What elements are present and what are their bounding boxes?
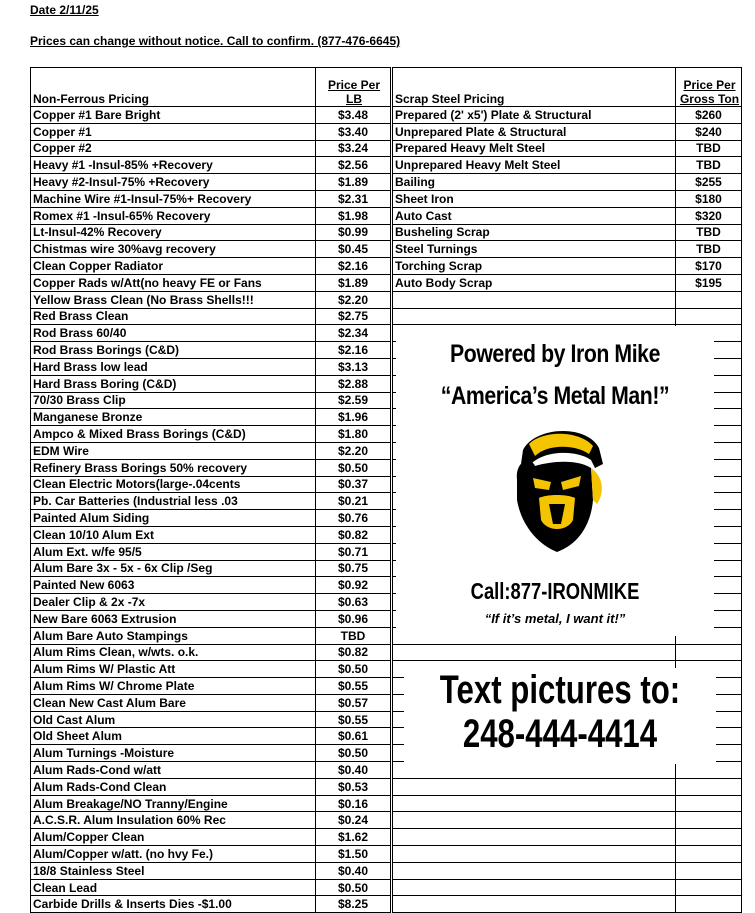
table-row [31, 274, 391, 291]
item-name: Lt-Insul-42% Recovery [31, 224, 316, 241]
item-price: $0.40 [316, 762, 391, 779]
item-price: $1.62 [316, 829, 391, 846]
iron-mike-helmet-logo-icon [495, 420, 615, 560]
table-row [393, 291, 742, 308]
empty-cell [676, 291, 742, 308]
item-name: Copper Rads w/Att(no heavy FE or Fans [31, 274, 316, 291]
table-row [31, 762, 391, 779]
table-row [393, 123, 742, 140]
empty-cell [676, 829, 742, 846]
item-price: $2.16 [316, 342, 391, 359]
item-price: $2.20 [316, 442, 391, 459]
item-name: Rod Brass Borings (C&D) [31, 342, 316, 359]
price-header-line1: Price Per [327, 78, 381, 92]
empty-cell [393, 308, 676, 325]
table-row [393, 762, 742, 779]
item-name: Prepared Heavy Melt Steel [393, 140, 676, 157]
item-price: $2.59 [316, 392, 391, 409]
table-row [31, 409, 391, 426]
table-row [393, 241, 742, 258]
empty-cell [676, 896, 742, 913]
table-row [31, 342, 391, 359]
item-price: $0.50 [316, 745, 391, 762]
table-row [31, 627, 391, 644]
table-row [31, 392, 391, 409]
table-row [31, 577, 391, 594]
item-name: Ampco & Mixed Brass Borings (C&D) [31, 426, 316, 443]
slogan: “If it’s metal, I want it!” [484, 611, 626, 626]
empty-cell [393, 291, 676, 308]
table-row [393, 308, 742, 325]
item-price: $0.61 [316, 728, 391, 745]
table-row [31, 426, 391, 443]
table-row [31, 207, 391, 224]
item-price: $0.55 [316, 711, 391, 728]
item-price: $2.31 [316, 190, 391, 207]
table-row [31, 526, 391, 543]
item-name: Chistmas wire 30%avg recovery [31, 241, 316, 258]
item-price: $180 [676, 190, 742, 207]
item-name: 18/8 Stainless Steel [31, 862, 316, 879]
item-price: $0.96 [316, 610, 391, 627]
item-name: Steel Turnings [393, 241, 676, 258]
item-price: $2.16 [316, 258, 391, 275]
non-ferrous-price-header [316, 68, 391, 107]
price-header-line2: Gross Ton [679, 92, 740, 106]
item-price: $3.13 [316, 358, 391, 375]
item-price: $3.24 [316, 140, 391, 157]
text-phone-number: 248-444-4414 [462, 712, 658, 756]
item-price: $0.24 [316, 812, 391, 829]
empty-cell [393, 795, 676, 812]
empty-cell [393, 644, 676, 661]
item-name: Old Sheet Alum [31, 728, 316, 745]
item-name: Copper #1 [31, 123, 316, 140]
item-name: Alum Rims W/ Chrome Plate [31, 678, 316, 695]
table-row [31, 745, 391, 762]
item-price: $0.16 [316, 795, 391, 812]
item-name: Painted New 6063 [31, 577, 316, 594]
item-name: Alum Ext. w/fe 95/5 [31, 543, 316, 560]
powered-by-line: Powered by Iron Mike [450, 340, 660, 368]
item-name: Sheet Iron [393, 190, 676, 207]
item-price: $1.96 [316, 409, 391, 426]
table-row [31, 543, 391, 560]
empty-cell [393, 879, 676, 896]
item-price: $170 [676, 258, 742, 275]
item-name: Carbide Drills & Inserts Dies -$1.00 [31, 896, 316, 913]
item-name: Clean Lead [31, 879, 316, 896]
item-name: Painted Alum Siding [31, 510, 316, 527]
table-row [31, 224, 391, 241]
item-name: Manganese Bronze [31, 409, 316, 426]
item-price: $0.50 [316, 661, 391, 678]
item-price: $0.40 [316, 862, 391, 879]
item-price: $2.34 [316, 325, 391, 342]
table-row [31, 778, 391, 795]
item-name: Auto Body Scrap [393, 274, 676, 291]
table-row [31, 846, 391, 863]
item-price: TBD [676, 224, 742, 241]
item-name: 70/30 Brass Clip [31, 392, 316, 409]
item-price: $8.25 [316, 896, 391, 913]
item-name: Refinery Brass Borings 50% recovery [31, 459, 316, 476]
table-row [31, 728, 391, 745]
item-name: Red Brass Clean [31, 308, 316, 325]
item-price: $1.89 [316, 174, 391, 191]
table-row [31, 510, 391, 527]
item-name: Clean 10/10 Alum Ext [31, 526, 316, 543]
item-price: TBD [676, 140, 742, 157]
item-price: $320 [676, 207, 742, 224]
table-row [393, 107, 742, 124]
item-name: Alum Breakage/NO Tranny/Engine [31, 795, 316, 812]
item-price: $3.48 [316, 107, 391, 124]
item-price: $0.92 [316, 577, 391, 594]
tagline: “America’s Metal Man!” [440, 382, 670, 410]
table-row [393, 879, 742, 896]
item-name: Auto Cast [393, 207, 676, 224]
price-notice: Prices can change without notice. Call to confirm. (877-476-6645) [30, 34, 401, 48]
table-row [31, 896, 391, 913]
item-name: Copper #2 [31, 140, 316, 157]
item-price: $1.50 [316, 846, 391, 863]
empty-cell [393, 812, 676, 829]
table-row [31, 291, 391, 308]
table-row [393, 207, 742, 224]
empty-cell [676, 308, 742, 325]
item-price: $2.75 [316, 308, 391, 325]
item-price: $195 [676, 274, 742, 291]
item-name: Torching Scrap [393, 258, 676, 275]
item-name: Alum Rims Clean, w/wts. o.k. [31, 644, 316, 661]
table-row [393, 224, 742, 241]
table-row [393, 274, 742, 291]
table-row [31, 375, 391, 392]
table-row [31, 862, 391, 879]
table-row [393, 140, 742, 157]
table-row [393, 174, 742, 191]
item-name: Alum Bare 3x - 5x - 6x Clip /Seg [31, 560, 316, 577]
table-row [31, 476, 391, 493]
item-name: Busheling Scrap [393, 224, 676, 241]
empty-cell [393, 896, 676, 913]
item-name: Unprepared Heavy Melt Steel [393, 157, 676, 174]
empty-cell [676, 812, 742, 829]
text-pictures-label: Text pictures to: [439, 668, 681, 712]
table-row [393, 829, 742, 846]
table-row [393, 644, 742, 661]
item-price: $1.80 [316, 426, 391, 443]
table-row [393, 258, 742, 275]
item-name: Clean Electric Motors(large-.04cents [31, 476, 316, 493]
item-name: Hard Brass low lead [31, 358, 316, 375]
item-name: Hard Brass Boring (C&D) [31, 375, 316, 392]
scrap-steel-title: Scrap Steel Pricing [393, 68, 676, 107]
table-row [31, 459, 391, 476]
empty-cell [676, 778, 742, 795]
table-row [31, 190, 391, 207]
table-row [31, 661, 391, 678]
table-row [31, 812, 391, 829]
item-price: $255 [676, 174, 742, 191]
item-name: Alum/Copper w/att. (no hvy Fe.) [31, 846, 316, 863]
table-row [31, 560, 391, 577]
table-row [31, 174, 391, 191]
item-name: Clean Copper Radiator [31, 258, 316, 275]
empty-cell [393, 778, 676, 795]
item-price: $2.20 [316, 291, 391, 308]
empty-cell [676, 846, 742, 863]
item-name: Prepared (2' x5') Plate & Structural [393, 107, 676, 124]
table-row [31, 358, 391, 375]
item-price: $0.71 [316, 543, 391, 560]
item-name: Machine Wire #1-Insul-75%+ Recovery [31, 190, 316, 207]
item-name: Dealer Clip & 2x -7x [31, 594, 316, 611]
empty-cell [676, 762, 742, 779]
table-row [31, 140, 391, 157]
table-row [393, 896, 742, 913]
item-price: $0.63 [316, 594, 391, 611]
item-price: $0.76 [316, 510, 391, 527]
item-price: $0.57 [316, 694, 391, 711]
table-row [31, 123, 391, 140]
table-row [31, 442, 391, 459]
table-row [31, 157, 391, 174]
table-row [393, 795, 742, 812]
text-pictures-promo [404, 668, 716, 764]
empty-cell [676, 879, 742, 896]
empty-cell [393, 862, 676, 879]
table-row [393, 778, 742, 795]
item-name: Heavy #2-Insul-75% +Recovery [31, 174, 316, 191]
empty-cell [393, 829, 676, 846]
item-price: $0.53 [316, 778, 391, 795]
empty-cell [393, 846, 676, 863]
scrap-steel-price-header [676, 68, 742, 107]
table-row [31, 711, 391, 728]
table-row [31, 795, 391, 812]
table-row [31, 107, 391, 124]
table-row [31, 879, 391, 896]
item-price: TBD [676, 241, 742, 258]
table-row [393, 190, 742, 207]
table-row [393, 862, 742, 879]
table-row [31, 308, 391, 325]
empty-cell [393, 762, 676, 779]
item-name: Yellow Brass Clean (No Brass Shells!!! [31, 291, 316, 308]
empty-cell [676, 795, 742, 812]
iron-mike-promo [396, 326, 714, 636]
item-name: Clean New Cast Alum Bare [31, 694, 316, 711]
item-price: $0.37 [316, 476, 391, 493]
item-price: $240 [676, 123, 742, 140]
table-row [31, 678, 391, 695]
item-name: Alum/Copper Clean [31, 829, 316, 846]
item-name: Alum Rads-Cond w/att [31, 762, 316, 779]
table-row [31, 644, 391, 661]
item-price: $0.21 [316, 493, 391, 510]
item-price: $0.75 [316, 560, 391, 577]
item-name: Alum Rims W/ Plastic Att [31, 661, 316, 678]
item-name: New Bare 6063 Extrusion [31, 610, 316, 627]
table-row [31, 594, 391, 611]
table-row [393, 812, 742, 829]
item-name: Heavy #1 -Insul-85% +Recovery [31, 157, 316, 174]
item-name: Pb. Car Batteries (Industrial less .03 [31, 493, 316, 510]
item-price: $0.50 [316, 459, 391, 476]
item-name: Old Cast Alum [31, 711, 316, 728]
item-price: $0.82 [316, 644, 391, 661]
table-row [31, 610, 391, 627]
table-row [31, 493, 391, 510]
item-name: Alum Bare Auto Stampings [31, 627, 316, 644]
table-row [31, 694, 391, 711]
item-price: $2.56 [316, 157, 391, 174]
table-row [31, 241, 391, 258]
item-name: Copper #1 Bare Bright [31, 107, 316, 124]
call-number: Call:877-IRONMIKE [470, 578, 640, 604]
item-name: Romex #1 -Insul-65% Recovery [31, 207, 316, 224]
item-name: Unprepared Plate & Structural [393, 123, 676, 140]
non-ferrous-table [30, 67, 391, 913]
item-price: TBD [316, 627, 391, 644]
item-name: Alum Turnings -Moisture [31, 745, 316, 762]
item-price: $0.45 [316, 241, 391, 258]
non-ferrous-title: Non-Ferrous Pricing [31, 68, 316, 107]
table-row [393, 157, 742, 174]
item-price: $0.50 [316, 879, 391, 896]
empty-cell [676, 644, 742, 661]
table-row [31, 258, 391, 275]
item-price: TBD [676, 157, 742, 174]
item-name: A.C.S.R. Alum Insulation 60% Rec [31, 812, 316, 829]
price-header-line1: Price Per [683, 78, 736, 92]
table-row [31, 325, 391, 342]
item-price: $0.99 [316, 224, 391, 241]
item-name: Rod Brass 60/40 [31, 325, 316, 342]
item-name: EDM Wire [31, 442, 316, 459]
item-name: Alum Rads-Cond Clean [31, 778, 316, 795]
table-row [31, 829, 391, 846]
item-price: $1.89 [316, 274, 391, 291]
date-label: Date 2/11/25 [30, 3, 99, 17]
table-row [393, 846, 742, 863]
item-price: $3.40 [316, 123, 391, 140]
empty-cell [676, 862, 742, 879]
price-header-line2: LB [346, 92, 362, 106]
item-name: Bailing [393, 174, 676, 191]
item-price: $260 [676, 107, 742, 124]
item-price: $0.82 [316, 526, 391, 543]
item-price: $2.88 [316, 375, 391, 392]
item-price: $0.55 [316, 678, 391, 695]
item-price: $1.98 [316, 207, 391, 224]
